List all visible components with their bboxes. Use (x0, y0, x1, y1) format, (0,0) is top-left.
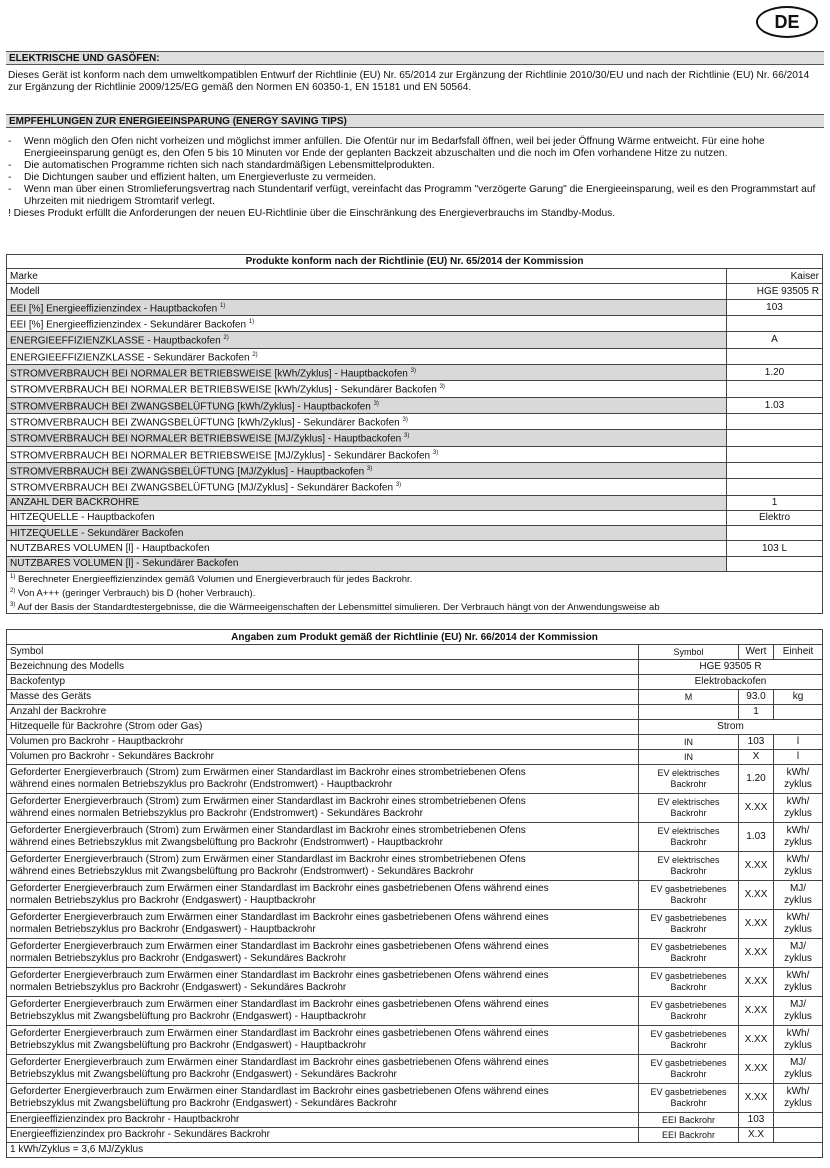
table1-footnotes (7, 572, 823, 614)
row-symbol: M (639, 690, 739, 705)
row-label: Bezeichnung des Modells (7, 660, 639, 675)
section-heading-ovens: ELEKTRISCHE UND GASÖFEN: (6, 51, 824, 65)
row-unit: MJ/ zyklus (774, 1055, 823, 1084)
row-label: Volumen pro Backrohr - Hauptbackrohr (7, 735, 639, 750)
row-label: Anzahl der Backrohre (7, 705, 639, 720)
table2-footer: 1 kWh/Zyklus = 3,6 MJ/Zyklus (7, 1143, 823, 1158)
row-symbol: EV gasbetriebenes Backrohr (639, 1026, 739, 1055)
row-label: STROMVERBRAUCH BEI ZWANGSBELÜFTUNG [kWh/Zyklus] - Sekundärer Backofen $^{3)}$ (7, 413, 727, 429)
row-unit: l (774, 750, 823, 765)
row-value (727, 446, 823, 462)
energy-tips-block (8, 136, 824, 220)
row-value: Elektrobackofen (639, 675, 823, 690)
row-label: Masse des Geräts (7, 690, 639, 705)
row-value: X.XX (739, 1026, 774, 1055)
row-unit: kWh/ zyklus (774, 910, 823, 939)
row-value: HGE 93505 R (639, 660, 823, 675)
row-label: STROMVERBRAUCH BEI NORMALER BETRIEBSWEISE [kWh/Zyklus] - Hauptbackofen $^{3)}$ (7, 364, 727, 380)
row-label: STROMVERBRAUCH BEI ZWANGSBELÜFTUNG [kWh/Zyklus] - Hauptbackofen $^{3)}$ (7, 397, 727, 413)
row-value: X.XX (739, 939, 774, 968)
header-cell: Wert (739, 645, 774, 660)
section-heading-energy-tips: EMPFEHLUNGEN ZUR ENERGIEEINSPARUNG (ENERGY SAVING TIPS) (6, 114, 824, 128)
table1-title: Produkte konform nach der Richtlinie (EU) Nr. 65/2014 der Kommission (7, 255, 823, 269)
row-unit: kg (774, 690, 823, 705)
row-unit (774, 1128, 823, 1143)
row-label: Geforderter Energieverbrauch (Strom) zum Erwärmen einer Standardlast im Backrohr eines strombetriebenen Ofens während eines Betriebszyklus mit Zwangsbelüftung pro Backrohr (Endstromwert) - Hauptbackrohr (7, 823, 639, 852)
row-value (727, 479, 823, 495)
conformity-text: Dieses Gerät ist konform nach dem umweltkompatiblen Entwurf der Richtlinie (EU) Nr. 65/2014 zur Ergänzung der Richtlinie 2010/30/EU und nach der Richtlinie (EU) Nr. 66/2014 zur Ergänzung der Richtlinie 2009/125/EG gemäß den Normen EN 60350-1, EN 15181 und EN 50564. (8, 70, 810, 93)
row-symbol: EV gasbetriebenes Backrohr (639, 910, 739, 939)
row-value (727, 348, 823, 364)
row-label: ENERGIEEFFIZIENZKLASSE - Hauptbackofen $^{2)}$ (7, 332, 727, 348)
row-label: Marke (7, 269, 727, 284)
row-value: X.XX (739, 968, 774, 997)
row-value: Elektro (727, 510, 823, 525)
row-unit: MJ/ zyklus (774, 997, 823, 1026)
row-label: EEI [%] Energieeffizienzindex - Hauptbackofen $^{1)}$ (7, 299, 727, 315)
row-symbol (639, 705, 739, 720)
row-label: HITZEQUELLE - Sekundärer Backofen (7, 526, 727, 541)
energy-tips-list (8, 136, 824, 208)
header-cell: Einheit (774, 645, 823, 660)
header-cell: Symbol (7, 645, 639, 660)
row-value: X.XX (739, 910, 774, 939)
regulation-65-table (6, 254, 823, 614)
table2-title: Angaben zum Produkt gemäß der Richtlinie (EU) Nr. 66/2014 der Kommission (7, 630, 823, 645)
footnote: $^{1)}$ Berechneter Energieeffizienzindex gemäß Volumen und Energieverbrauch für jedes Backrohr. (10, 574, 413, 586)
row-label: NUTZBARES VOLUMEN [l] - Hauptbackofen (7, 541, 727, 556)
row-value: 1 (727, 495, 823, 510)
tip-item: - Wenn möglich den Ofen nicht vorheizen und möglichst immer anfüllen. Die Ofentür nur im Bedarfsfall öffnen, weil bei jeder Öffnung Wärme entweicht. Für eine hohe Energieeinsparung genügt es, den Ofen 5 bis 10 Minuten vor Ende der geplanten Backzeit abzuschalten und die noch im Ofen vorhandene Hitze zu nutzen. (8, 136, 824, 160)
row-value (727, 462, 823, 478)
row-value: X (739, 750, 774, 765)
row-label: ENERGIEEFFIZIENZKLASSE - Sekundärer Backofen $^{2)}$ (7, 348, 727, 364)
row-value (727, 381, 823, 397)
row-symbol: EV elektrisches Backrohr (639, 823, 739, 852)
row-value: 1.03 (739, 823, 774, 852)
row-value: 1.03 (727, 397, 823, 413)
row-value: 1.20 (727, 364, 823, 380)
row-value: X.XX (739, 1084, 774, 1113)
header-cell: Symbol (639, 645, 739, 660)
row-unit (774, 1113, 823, 1128)
language-badge: DE (756, 6, 818, 38)
row-value: X.XX (739, 852, 774, 881)
row-value: X.XX (739, 794, 774, 823)
row-symbol: EV gasbetriebenes Backrohr (639, 939, 739, 968)
row-unit: kWh/ zyklus (774, 823, 823, 852)
row-label: Energieeffizienzindex pro Backrohr - Hauptbackrohr (7, 1113, 639, 1128)
row-value: 103 (739, 1113, 774, 1128)
row-label: STROMVERBRAUCH BEI NORMALER BETRIEBSWEISE [MJ/Zyklus] - Hauptbackofen $^{3)}$ (7, 430, 727, 446)
row-label: Geforderter Energieverbrauch (Strom) zum Erwärmen einer Standardlast im Backrohr eines strombetriebenen Ofens während eines normalen Betriebszyklus pro Backrohr (Endstromwert) - Sekundäres Backrohr (7, 794, 639, 823)
row-label: Geforderter Energieverbrauch zum Erwärmen einer Standardlast im Backrohr eines gasbetriebenen Ofens während eines Betriebszyklus mit Zwangsbelüftung pro Backrohr (Endgaswert) - Sekundäres Backrohr (7, 1055, 639, 1084)
row-unit: kWh/ zyklus (774, 968, 823, 997)
row-symbol: EV elektrisches Backrohr (639, 765, 739, 794)
row-label: Volumen pro Backrohr - Sekundäres Backrohr (7, 750, 639, 765)
row-label: Backofentyp (7, 675, 639, 690)
row-value (727, 315, 823, 331)
row-value: A (727, 332, 823, 348)
row-label: STROMVERBRAUCH BEI NORMALER BETRIEBSWEISE [kWh/Zyklus] - Sekundärer Backofen $^{3)}$ (7, 381, 727, 397)
row-symbol: IN (639, 735, 739, 750)
row-value (727, 430, 823, 446)
row-label: Geforderter Energieverbrauch zum Erwärmen einer Standardlast im Backrohr eines gasbetriebenen Ofens während eines Betriebszyklus mit Zwangsbelüftung pro Backrohr (Endgaswert) - Sekundäres Backrohr (7, 1084, 639, 1113)
row-value (727, 526, 823, 541)
row-label: Geforderter Energieverbrauch zum Erwärmen einer Standardlast im Backrohr eines gasbetriebenen Ofens während eines normalen Betriebszyklus pro Backrohr (Endgaswert) - Hauptbackrohr (7, 881, 639, 910)
row-value: X.XX (739, 1055, 774, 1084)
row-symbol: EV gasbetriebenes Backrohr (639, 968, 739, 997)
row-value: HGE 93505 R (727, 284, 823, 299)
standby-note: ! Dieses Produkt erfüllt die Anforderungen der neuen EU-Richtlinie über die Einschränkung des Energieverbrauchs im Standby-Modus. (8, 208, 616, 219)
row-symbol: EV gasbetriebenes Backrohr (639, 997, 739, 1026)
row-label: Geforderter Energieverbrauch zum Erwärmen einer Standardlast im Backrohr eines gasbetriebenen Ofens während eines Betriebszyklus mit Zwangsbelüftung pro Backrohr (Endgaswert) - Hauptbackrohr (7, 1026, 639, 1055)
row-label: NUTZBARES VOLUMEN [l] - Sekundärer Backofen (7, 556, 727, 571)
footnote: $^{2)}$ Von A+++ (geringer Verbrauch) bis D (hoher Verbrauch). (10, 587, 256, 599)
row-unit: MJ/ zyklus (774, 881, 823, 910)
row-unit: kWh/ zyklus (774, 1026, 823, 1055)
row-unit: kWh/ zyklus (774, 1084, 823, 1113)
row-label: HITZEQUELLE - Hauptbackofen (7, 510, 727, 525)
row-unit (774, 705, 823, 720)
row-symbol: EV gasbetriebenes Backrohr (639, 881, 739, 910)
row-value: 1.20 (739, 765, 774, 794)
row-value: X.XX (739, 997, 774, 1026)
row-symbol: EV elektrisches Backrohr (639, 794, 739, 823)
row-value: 103 (739, 735, 774, 750)
row-symbol: EV elektrisches Backrohr (639, 852, 739, 881)
row-unit: l (774, 735, 823, 750)
row-value (727, 413, 823, 429)
tip-item: - Die automatischen Programme richten sich nach standardmäßigen Lebensmittelprodukten. (8, 160, 824, 172)
row-value: 103 L (727, 541, 823, 556)
row-unit: kWh/ zyklus (774, 765, 823, 794)
row-label: Modell (7, 284, 727, 299)
row-value: Strom (639, 720, 823, 735)
row-value: X.XX (739, 881, 774, 910)
row-label: ANZAHL DER BACKROHRE (7, 495, 727, 510)
row-label: Energieeffizienzindex pro Backrohr - Sekundäres Backrohr (7, 1128, 639, 1143)
row-value (727, 556, 823, 571)
row-unit: kWh/ zyklus (774, 852, 823, 881)
tip-item: - Wenn man über einen Stromlieferungsvertrag nach Stundentarif verfügt, vereinfacht das Programm "verzögerte Garung" die Energieeinsparung, weil es den Programmstart auf Uhrzeiten mit niedrigem Stromtarif verlegt. (8, 184, 824, 208)
footnote: $^{3)}$ Auf der Basis der Standardtestergebnisse, die die Wärmeeigenschaften der Lebensmittel simulieren. Der Verbrauch hängt von der Anwendungsweise ab (10, 601, 660, 613)
regulation-66-table (6, 629, 823, 1158)
tip-item: - Die Dichtungen sauber und effizient halten, um Energieverluste zu vermeiden. (8, 172, 824, 184)
row-value: 1 (739, 705, 774, 720)
row-label: Geforderter Energieverbrauch zum Erwärmen einer Standardlast im Backrohr eines gasbetriebenen Ofens während eines Betriebszyklus mit Zwangsbelüftung pro Backrohr (Endgaswert) - Hauptbackrohr (7, 997, 639, 1026)
row-unit: MJ/ zyklus (774, 939, 823, 968)
row-unit: kWh/ zyklus (774, 794, 823, 823)
row-label: Geforderter Energieverbrauch (Strom) zum Erwärmen einer Standardlast im Backrohr eines strombetriebenen Ofens während eines normalen Betriebszyklus pro Backrohr (Endstromwert) - Hauptbackrohr (7, 765, 639, 794)
row-value: X.X (739, 1128, 774, 1143)
row-label: Geforderter Energieverbrauch zum Erwärmen einer Standardlast im Backrohr eines gasbetriebenen Ofens während eines normalen Betriebszyklus pro Backrohr (Endgaswert) - Hauptbackrohr (7, 910, 639, 939)
row-value: 93.0 (739, 690, 774, 705)
row-label: Hitzequelle für Backrohre (Strom oder Gas) (7, 720, 639, 735)
row-symbol: EV gasbetriebenes Backrohr (639, 1084, 739, 1113)
row-value: Kaiser (727, 269, 823, 284)
row-label: Geforderter Energieverbrauch (Strom) zum Erwärmen einer Standardlast im Backrohr eines strombetriebenen Ofens während eines Betriebszyklus mit Zwangsbelüftung pro Backrohr (Endstromwert) - Sekundäres Backrohr (7, 852, 639, 881)
row-symbol: EEI Backrohr (639, 1113, 739, 1128)
row-label: STROMVERBRAUCH BEI NORMALER BETRIEBSWEISE [MJ/Zyklus] - Sekundärer Backofen $^{3)}$ (7, 446, 727, 462)
row-symbol: EV gasbetriebenes Backrohr (639, 1055, 739, 1084)
row-label: STROMVERBRAUCH BEI ZWANGSBELÜFTUNG [MJ/Zyklus] - Sekundärer Backofen $^{3)}$ (7, 479, 727, 495)
row-value: 103 (727, 299, 823, 315)
row-label: STROMVERBRAUCH BEI ZWANGSBELÜFTUNG [MJ/Zyklus] - Hauptbackofen $^{3)}$ (7, 462, 727, 478)
row-label: Geforderter Energieverbrauch zum Erwärmen einer Standardlast im Backrohr eines gasbetriebenen Ofens während eines normalen Betriebszyklus pro Backrohr (Endgaswert) - Sekundäres Backrohr (7, 939, 639, 968)
row-label: Geforderter Energieverbrauch zum Erwärmen einer Standardlast im Backrohr eines gasbetriebenen Ofens während eines normalen Betriebszyklus pro Backrohr (Endgaswert) - Sekundäres Backrohr (7, 968, 639, 997)
row-label: EEI [%] Energieeffizienzindex - Sekundärer Backofen $^{1)}$ (7, 315, 727, 331)
row-symbol: EEI Backrohr (639, 1128, 739, 1143)
row-symbol: IN (639, 750, 739, 765)
